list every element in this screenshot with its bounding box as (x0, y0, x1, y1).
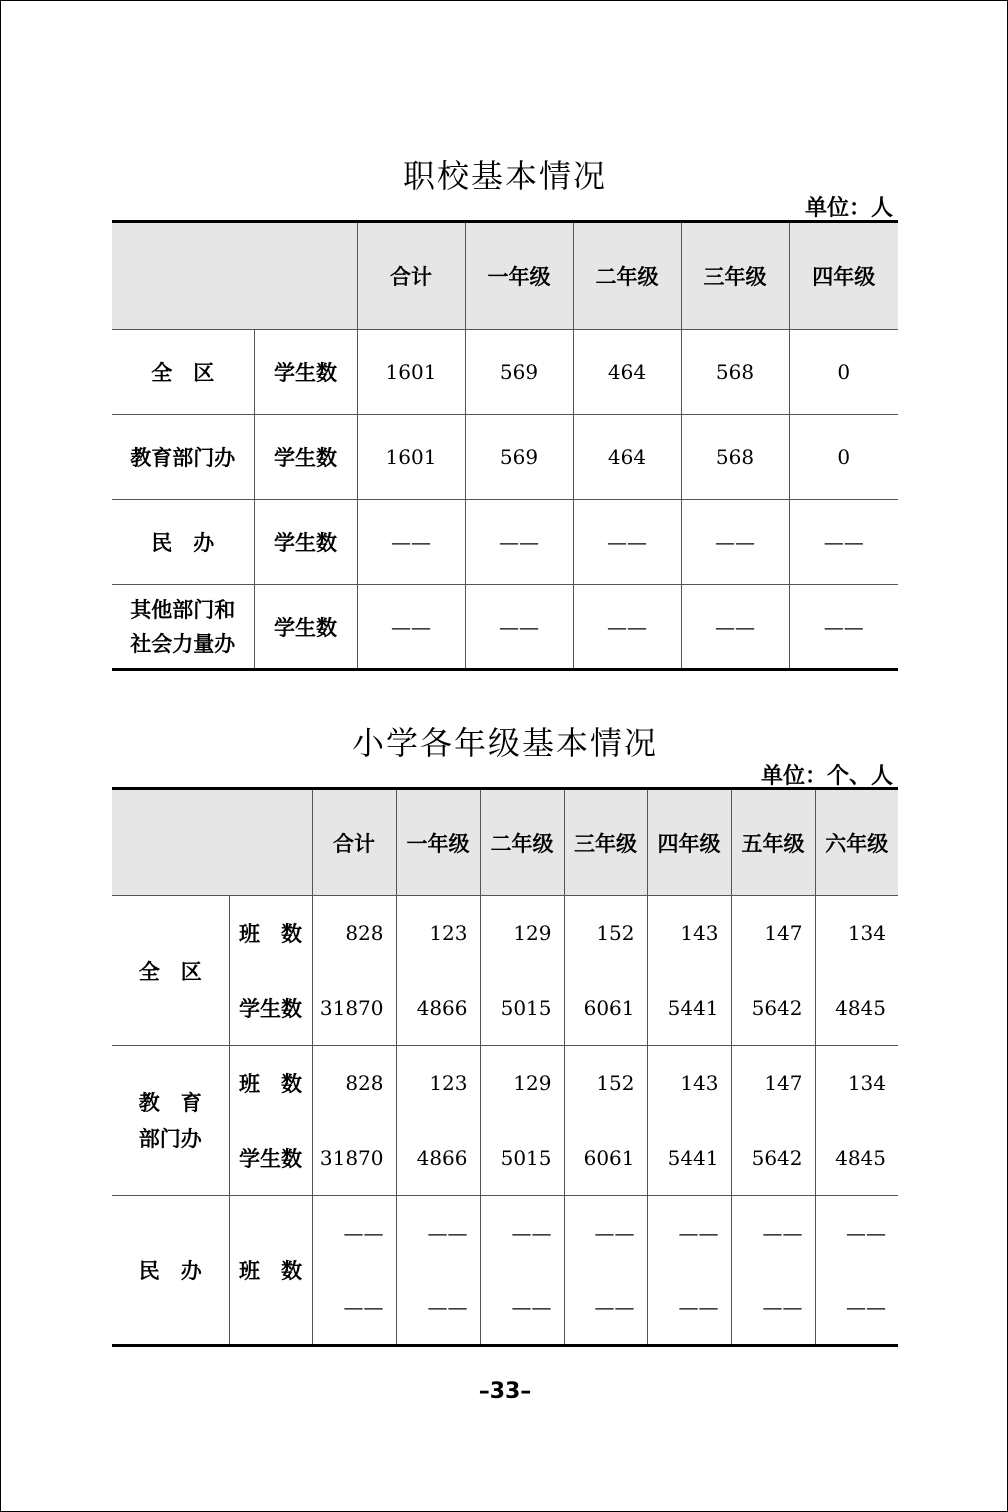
table-row (112, 1121, 898, 1196)
cell-value: 123 (396, 896, 480, 971)
table1-corner-cell (112, 222, 357, 330)
cell-value: —— (396, 1271, 480, 1346)
cell-value: 0 (789, 330, 898, 415)
row-group-label: 民 办 (112, 1196, 229, 1346)
cell-value: —— (564, 1196, 647, 1271)
row-group-label: 全 区 (112, 330, 254, 415)
cell-value: 5642 (731, 1121, 815, 1196)
cell-value: 143 (647, 1046, 731, 1121)
cell-value: —— (647, 1196, 731, 1271)
table-row (112, 500, 898, 585)
cell-value: 5441 (647, 1121, 731, 1196)
cell-value: 569 (465, 330, 573, 415)
cell-value: —— (647, 1271, 731, 1346)
cell-value: —— (480, 1271, 564, 1346)
row-group-label-line2: 部门办 (138, 1125, 202, 1151)
row-group-label-line1: 其他部门和 (130, 596, 236, 622)
vocational-school-table (112, 220, 898, 671)
table2-header-grade5: 五年级 (731, 789, 815, 896)
row-label: 学生数 (229, 971, 312, 1046)
row-label: 学生数 (254, 415, 357, 500)
cell-value: —— (465, 585, 573, 670)
cell-value: 134 (815, 896, 898, 971)
table1-header-row (112, 222, 898, 330)
table-row (112, 1196, 898, 1271)
table2-header-grade2: 二年级 (480, 789, 564, 896)
cell-value: 152 (564, 896, 647, 971)
row-group-label-line2: 社会力量办 (130, 630, 236, 656)
row-label: 学生数 (254, 500, 357, 585)
table2-header-grade1: 一年级 (396, 789, 480, 896)
cell-value: 568 (681, 415, 789, 500)
row-group-label: 民 办 (112, 500, 254, 585)
table2-header-total: 合计 (312, 789, 396, 896)
row-label: 学生数 (254, 585, 357, 670)
cell-value: 1601 (357, 330, 465, 415)
table-row (112, 415, 898, 500)
cell-value: —— (681, 500, 789, 585)
table2-header-grade6: 六年级 (815, 789, 898, 896)
table-row (112, 1046, 898, 1121)
table1-unit: 单位：人 (804, 195, 893, 221)
cell-value: —— (789, 585, 898, 670)
cell-value: 464 (573, 330, 681, 415)
cell-value: 0 (789, 415, 898, 500)
cell-value: 828 (312, 896, 396, 971)
row-label: 班 数 (229, 896, 312, 971)
row-group-label (112, 585, 254, 670)
cell-value: 5015 (480, 1121, 564, 1196)
cell-value: 828 (312, 1046, 396, 1121)
cell-value: 4866 (396, 1121, 480, 1196)
cell-value: —— (480, 1196, 564, 1271)
cell-value: —— (681, 585, 789, 670)
cell-value: —— (357, 500, 465, 585)
table1-header-total: 合计 (357, 222, 465, 330)
cell-value: —— (573, 500, 681, 585)
table1-title: 职校基本情况 (402, 157, 607, 195)
cell-value: 129 (480, 1046, 564, 1121)
table2-corner-cell (112, 789, 312, 896)
cell-value: 5642 (731, 971, 815, 1046)
cell-value: —— (731, 1271, 815, 1346)
cell-value: 129 (480, 896, 564, 971)
cell-value: 5441 (647, 971, 731, 1046)
row-group-label: 教育部门办 (112, 415, 254, 500)
cell-value: 464 (573, 415, 681, 500)
table1-header-grade3: 三年级 (681, 222, 789, 330)
cell-value: 4845 (815, 1121, 898, 1196)
row-label: 学生数 (229, 1121, 312, 1196)
table-row (112, 896, 898, 971)
row-label: 学生数 (254, 330, 357, 415)
primary-school-table (112, 787, 898, 1347)
row-label: 班 数 (229, 1046, 312, 1121)
cell-value: 147 (731, 896, 815, 971)
cell-value: 4866 (396, 971, 480, 1046)
page-number: –33– (478, 1379, 532, 1404)
cell-value: 5015 (480, 971, 564, 1046)
cell-value: —— (312, 1271, 396, 1346)
cell-value: 134 (815, 1046, 898, 1121)
cell-value: 4845 (815, 971, 898, 1046)
cell-value: —— (312, 1196, 396, 1271)
cell-value: 6061 (564, 1121, 647, 1196)
cell-value: 31870 (312, 971, 396, 1046)
table-row (112, 330, 898, 415)
cell-value: —— (396, 1196, 480, 1271)
row-group-label: 全 区 (112, 896, 229, 1046)
table2-header-row (112, 789, 898, 896)
table1-header-grade2: 二年级 (573, 222, 681, 330)
table1-header-grade4: 四年级 (789, 222, 898, 330)
table1-header-grade1: 一年级 (465, 222, 573, 330)
table2-header-grade3: 三年级 (564, 789, 647, 896)
cell-value: 568 (681, 330, 789, 415)
cell-value: 569 (465, 415, 573, 500)
table-row (112, 585, 898, 670)
row-group-label-line1: 教 育 (138, 1089, 202, 1115)
cell-value: —— (789, 500, 898, 585)
cell-value: 1601 (357, 415, 465, 500)
cell-value: 31870 (312, 1121, 396, 1196)
table2-header-grade4: 四年级 (647, 789, 731, 896)
cell-value: 147 (731, 1046, 815, 1121)
cell-value: —— (357, 585, 465, 670)
cell-value: 152 (564, 1046, 647, 1121)
table2-title: 小学各年级基本情况 (351, 724, 658, 762)
cell-value: —— (573, 585, 681, 670)
row-label: 班 数 (229, 1196, 312, 1346)
table-row (112, 971, 898, 1046)
cell-value: 123 (396, 1046, 480, 1121)
cell-value: —— (731, 1196, 815, 1271)
table2-unit: 单位：个、人 (760, 763, 893, 789)
cell-value: —— (465, 500, 573, 585)
cell-value: 143 (647, 896, 731, 971)
cell-value: —— (564, 1271, 647, 1346)
cell-value: —— (815, 1271, 898, 1346)
cell-value: —— (815, 1196, 898, 1271)
cell-value: 6061 (564, 971, 647, 1046)
row-group-label (112, 1046, 229, 1196)
